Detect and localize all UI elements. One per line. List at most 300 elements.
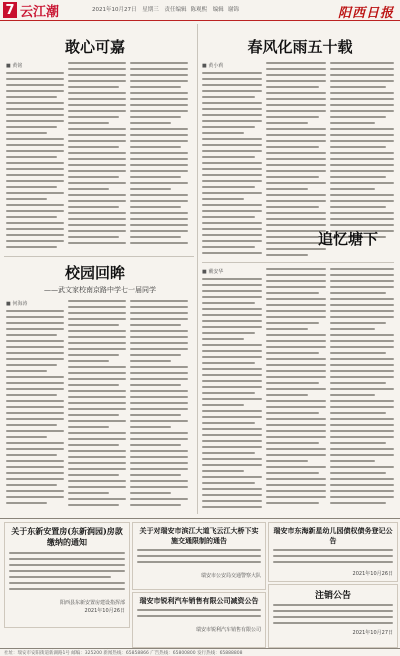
text-line [68, 176, 119, 178]
text-line [330, 286, 394, 288]
text-line [130, 164, 188, 166]
text-line [202, 350, 262, 352]
text-line [202, 90, 262, 92]
text-line [202, 126, 255, 128]
text-line [130, 92, 188, 94]
article-body-column [130, 300, 188, 513]
text-line [130, 450, 188, 452]
text-line [68, 444, 119, 446]
text-line [68, 498, 126, 500]
text-line [137, 555, 261, 557]
text-line [6, 466, 64, 468]
text-line [202, 344, 262, 346]
article-body-column [330, 62, 394, 242]
text-line [130, 396, 188, 398]
text-line [9, 564, 125, 566]
text-line [330, 400, 394, 402]
text-line [202, 302, 255, 304]
text-line [130, 68, 188, 70]
text-line [68, 396, 126, 398]
text-line [330, 212, 394, 214]
text-line [130, 390, 188, 392]
text-line [130, 122, 171, 124]
text-line [68, 86, 119, 88]
text-line [68, 74, 126, 76]
text-line [266, 304, 326, 306]
text-line [266, 194, 326, 196]
notice-date: 2021年10月26日 [352, 571, 393, 577]
text-line [68, 378, 126, 380]
notice-cancellation [268, 584, 398, 648]
notice-org: 瑞安市公安局交通警察大队 [200, 573, 261, 579]
text-line [68, 504, 119, 506]
text-line [6, 442, 64, 444]
text-line [68, 140, 126, 142]
text-line [266, 62, 326, 64]
text-line [202, 500, 262, 502]
text-line [68, 462, 126, 464]
text-line [6, 84, 64, 86]
text-line [266, 412, 319, 414]
text-line [202, 476, 262, 478]
text-line [330, 382, 386, 384]
text-line [202, 120, 262, 122]
text-line [68, 426, 109, 428]
text-line [202, 102, 262, 104]
article-body-column [330, 268, 394, 513]
text-line [6, 240, 64, 242]
text-line [6, 156, 57, 158]
text-line [68, 158, 126, 160]
text-line [330, 128, 394, 130]
text-line [202, 204, 262, 206]
text-line [130, 480, 188, 482]
text-line [330, 454, 394, 456]
ads-divider [0, 518, 400, 519]
text-line [330, 418, 394, 420]
text-line [6, 418, 64, 420]
text-line [330, 292, 386, 294]
editor-label: 责任编辑 [164, 7, 187, 13]
text-line [130, 140, 188, 142]
text-line [130, 330, 188, 332]
text-line [266, 200, 326, 202]
text-line [6, 424, 57, 426]
text-line [266, 98, 326, 100]
article-body [202, 62, 262, 262]
text-line [202, 290, 262, 292]
text-line [266, 430, 326, 432]
text-line [68, 384, 119, 386]
text-line [330, 472, 386, 474]
text-line [68, 128, 126, 130]
text-line [266, 74, 326, 76]
text-line [330, 364, 394, 366]
text-line [6, 322, 64, 324]
text-line [202, 296, 262, 298]
text-line [202, 458, 262, 460]
text-line [202, 284, 262, 286]
text-line [6, 150, 64, 152]
text-line [6, 352, 64, 354]
text-line [130, 378, 188, 380]
text-line [6, 90, 64, 92]
text-line [266, 316, 326, 318]
text-line [130, 438, 188, 440]
text-line [202, 440, 262, 442]
text-line [330, 224, 394, 226]
text-line [68, 68, 126, 70]
text-line [266, 170, 326, 172]
article-subtitle: ——武文家校南京路中学七一届同学 [44, 286, 156, 294]
text-line [68, 312, 126, 314]
text-line [68, 212, 126, 214]
text-line [130, 170, 188, 172]
text-line [6, 72, 64, 74]
text-line [330, 310, 394, 312]
text-line [130, 324, 181, 326]
text-line [6, 138, 64, 140]
notice-date: 2021年10月27日 [352, 630, 393, 636]
text-line [130, 224, 188, 226]
text-line [266, 110, 326, 112]
text-line [130, 498, 188, 500]
text-line [266, 334, 326, 336]
text-line [330, 448, 394, 450]
text-line [68, 164, 126, 166]
text-line [330, 322, 386, 324]
text-line [330, 146, 386, 148]
text-line [6, 120, 64, 122]
text-line [330, 218, 394, 220]
text-line [6, 316, 64, 318]
text-line [6, 102, 64, 104]
text-line [266, 382, 319, 384]
text-line [266, 116, 319, 118]
text-line [266, 418, 326, 420]
text-line [266, 484, 326, 486]
text-line [266, 310, 326, 312]
text-line [202, 114, 262, 116]
text-line [330, 358, 394, 360]
text-line [130, 104, 188, 106]
text-line [68, 438, 126, 440]
text-line [330, 86, 386, 88]
text-line [202, 380, 262, 382]
text-line [6, 114, 64, 116]
section-name: 云江潮 [20, 4, 60, 20]
text-line [202, 308, 262, 310]
text-line [6, 460, 64, 462]
text-line [330, 370, 394, 372]
text-line [266, 268, 326, 270]
notice-kindergarten [268, 522, 398, 582]
text-line [202, 84, 262, 86]
text-line [6, 168, 64, 170]
text-line [68, 360, 109, 362]
text-line [9, 570, 125, 572]
text-line [266, 400, 326, 402]
text-line [6, 334, 57, 336]
text-line [6, 310, 64, 312]
text-line [202, 138, 262, 140]
text-line [68, 170, 126, 172]
text-line [266, 68, 326, 70]
text-line [6, 186, 57, 188]
text-line [266, 134, 326, 136]
section-divider [4, 256, 194, 257]
text-line [202, 326, 262, 328]
text-line [202, 132, 244, 134]
text-line [330, 484, 394, 486]
text-line [266, 442, 319, 444]
text-line [330, 478, 394, 480]
header-info [92, 5, 243, 13]
text-line [130, 128, 188, 130]
text-line [130, 62, 188, 64]
text-line [266, 328, 308, 330]
text-line [266, 280, 326, 282]
text-line [68, 188, 109, 190]
text-line [330, 406, 394, 408]
text-line [9, 582, 125, 584]
text-line [330, 376, 394, 378]
text-line [68, 408, 126, 410]
text-line [202, 506, 262, 508]
text-line [68, 414, 119, 416]
text-line [130, 152, 188, 154]
text-line [68, 432, 126, 434]
text-line [202, 150, 262, 152]
text-line [68, 300, 126, 302]
text-line [273, 604, 393, 606]
article-body [6, 300, 64, 513]
footer-divider [0, 648, 400, 649]
article-body [6, 62, 64, 252]
text-line [266, 86, 319, 88]
text-line [130, 426, 171, 428]
text-line [330, 298, 394, 300]
notice-title: 注销公告 [314, 591, 351, 601]
text-line [330, 206, 386, 208]
text-line [330, 460, 375, 462]
article-title: 敢心可嘉 [64, 38, 125, 56]
text-line [6, 472, 64, 474]
text-line [202, 470, 244, 472]
text-line [6, 346, 64, 348]
article-body-column [266, 268, 326, 513]
notice-org: 瑞安市锐利汽车销售有限公司 [195, 627, 261, 633]
text-line [330, 164, 394, 166]
text-line [202, 162, 262, 164]
text-line [130, 408, 188, 410]
text-line [6, 382, 64, 384]
text-line [130, 242, 188, 244]
text-line [202, 240, 262, 242]
text-line [130, 212, 188, 214]
text-line [6, 246, 57, 248]
notice-body [273, 604, 393, 628]
text-line [130, 486, 188, 488]
text-line [6, 376, 64, 378]
text-line [68, 330, 126, 332]
article-title: 春风化雨五十载 [247, 38, 353, 56]
text-line [6, 370, 47, 372]
text-line [130, 402, 188, 404]
text-line [266, 376, 326, 378]
text-line [266, 364, 326, 366]
text-line [202, 186, 255, 188]
text-line [68, 492, 109, 494]
text-line [202, 252, 262, 254]
text-line [266, 212, 326, 214]
text-line [330, 412, 386, 414]
text-line [330, 280, 394, 282]
text-line [266, 104, 326, 106]
text-line [202, 180, 262, 182]
text-line [6, 448, 64, 450]
text-line [6, 484, 57, 486]
page-footer: 社址：瑞安市安阳街道新湖路1号 邮编：325200 新闻热线：65858866 广告热线：65800800 发行热线：65888808 [4, 651, 243, 656]
text-line [68, 116, 119, 118]
section-divider [202, 262, 394, 263]
text-line [130, 236, 181, 238]
text-line [130, 300, 188, 302]
text-line [330, 98, 394, 100]
text-line [202, 374, 262, 376]
text-line [6, 388, 64, 390]
text-line [202, 222, 262, 224]
notice-body [137, 549, 261, 571]
text-line [330, 62, 394, 64]
text-line [266, 466, 326, 468]
text-line [130, 414, 181, 416]
text-line [68, 456, 126, 458]
issue-date: 2021年10月27日 [92, 7, 137, 13]
text-line [266, 460, 308, 462]
text-line [330, 340, 394, 342]
text-line [330, 194, 394, 196]
text-line [68, 242, 126, 244]
text-line [68, 62, 126, 64]
text-line [6, 210, 64, 212]
text-line [202, 392, 255, 394]
text-line [9, 576, 111, 578]
designer-name: 谢锦 [227, 7, 239, 13]
text-line [68, 152, 126, 154]
text-line [68, 182, 126, 184]
text-line [330, 388, 394, 390]
text-line [330, 502, 386, 504]
text-line [6, 216, 57, 218]
text-line [202, 368, 262, 370]
text-line [68, 134, 126, 136]
text-line [266, 502, 319, 504]
text-line [9, 558, 125, 560]
text-line [6, 198, 47, 200]
text-line [330, 200, 394, 202]
text-line [130, 176, 181, 178]
text-line [330, 122, 375, 124]
text-line [202, 278, 262, 280]
text-line [68, 324, 119, 326]
notice-body [137, 609, 261, 625]
text-line [266, 286, 326, 288]
text-line [202, 72, 262, 74]
text-line [6, 490, 64, 492]
text-line [202, 356, 262, 358]
text-line [6, 96, 57, 98]
text-line [266, 254, 308, 256]
article-body-column [68, 300, 126, 513]
text-line [202, 78, 262, 80]
text-line [68, 104, 126, 106]
text-line [130, 354, 181, 356]
text-line [68, 354, 119, 356]
text-line [130, 158, 188, 160]
text-line [330, 104, 394, 106]
text-line [266, 146, 319, 148]
text-line [202, 96, 255, 98]
text-line [273, 616, 393, 618]
text-line [130, 80, 188, 82]
text-line [330, 68, 394, 70]
text-line [130, 372, 188, 374]
text-line [130, 86, 181, 88]
text-line [68, 348, 126, 350]
text-line [202, 234, 262, 236]
text-line [202, 410, 262, 412]
text-line [266, 406, 326, 408]
text-line [330, 436, 394, 438]
notice-house-payment [4, 522, 130, 628]
text-line [202, 434, 262, 436]
text-line [68, 98, 126, 100]
text-line [130, 134, 188, 136]
text-line [68, 402, 126, 404]
masthead-logo: 阳西日报 [337, 6, 394, 21]
text-line [202, 314, 262, 316]
text-line [130, 474, 181, 476]
text-line [330, 170, 394, 172]
text-line [68, 420, 126, 422]
text-line [6, 394, 57, 396]
page-number: 7 [3, 2, 17, 18]
text-line [130, 360, 171, 362]
text-line [273, 622, 393, 624]
editor-name: 陈观熙 [190, 7, 208, 13]
text-line [6, 222, 64, 224]
column-divider [197, 24, 198, 514]
text-line [6, 406, 64, 408]
text-line [266, 394, 308, 396]
text-line [202, 246, 255, 248]
text-line [202, 386, 262, 388]
text-line [266, 340, 326, 342]
text-line [6, 228, 64, 230]
text-line [273, 561, 393, 563]
notice-org: 阳西县东新安置房建设指挥部 [59, 600, 125, 606]
text-line [273, 555, 393, 557]
text-line [68, 80, 126, 82]
text-line [266, 454, 326, 456]
text-line [330, 394, 375, 396]
text-line [266, 448, 326, 450]
text-line [130, 230, 188, 232]
text-line [266, 206, 319, 208]
text-line [202, 156, 255, 158]
text-line [202, 398, 262, 400]
